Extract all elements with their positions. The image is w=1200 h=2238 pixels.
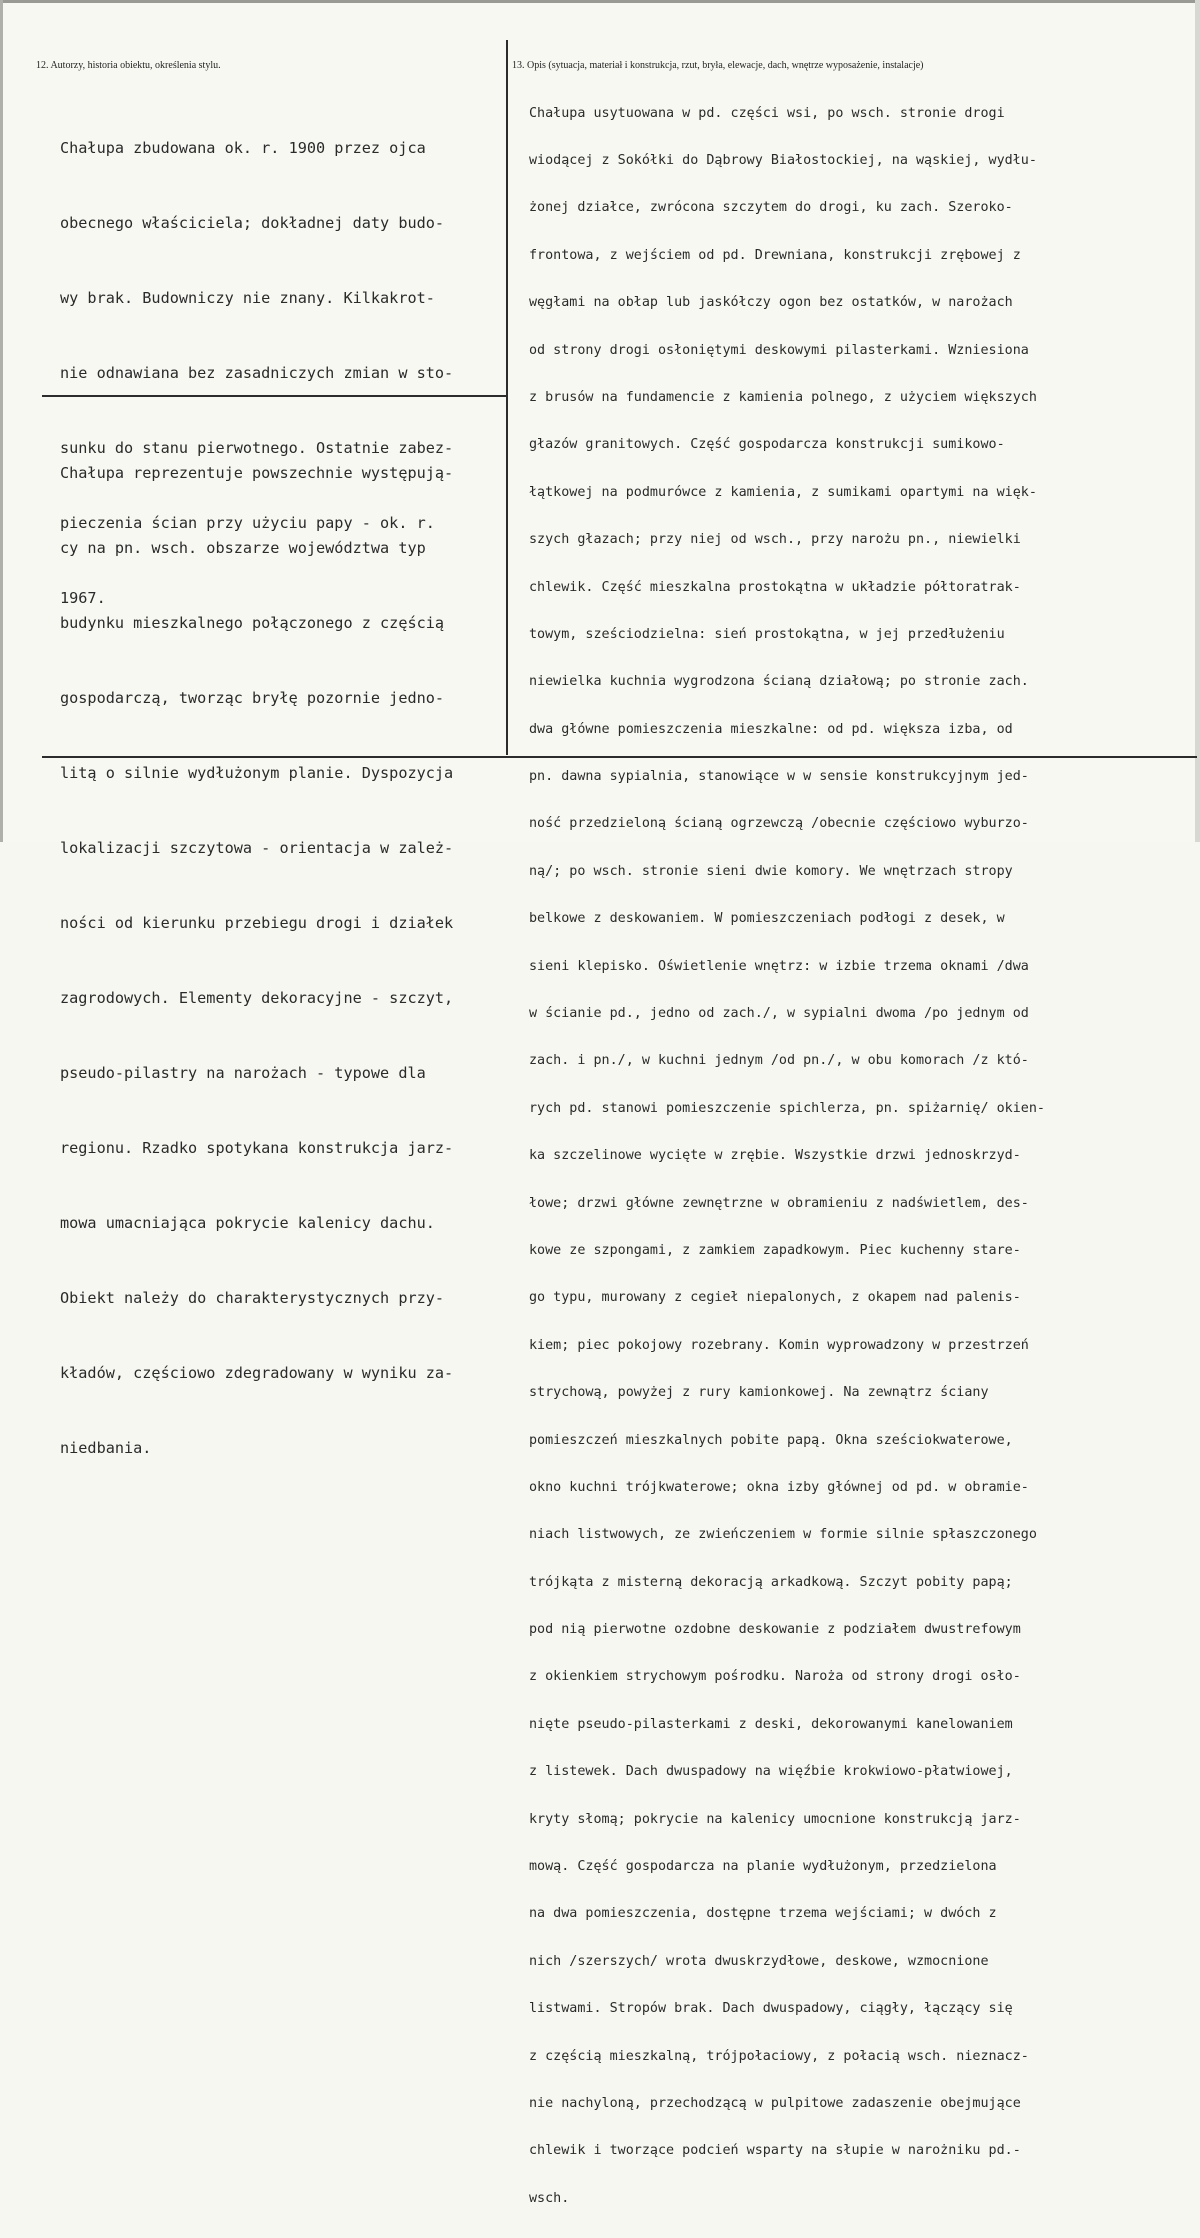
text-line: sieni klepisko. Oświetlenie wnętrz: w izbie trzema oknami /dwa xyxy=(529,958,1029,974)
text-line: łowe; drzwi główne zewnętrzne w obramieniu z nadświetlem, des- xyxy=(529,1195,1029,1211)
card-top-border xyxy=(0,0,1200,3)
text-line: kiem; piec pokojowy rozebrany. Komin wyprowadzony w przestrzeń xyxy=(529,1337,1029,1353)
text-line: trójkąta z misterną dekoracją arkadkową. Szczyt pobity papą; xyxy=(529,1574,1013,1590)
text-line: dwa główne pomieszczenia mieszkalne: od pd. większa izba, od xyxy=(529,721,1013,737)
text-line: z okienkiem strychowym pośrodku. Naroża od strony drogi osło- xyxy=(529,1669,1021,1685)
text-line: listwami. Stropów brak. Dach dwuspadowy, ciągły, łączący się xyxy=(529,2001,1013,2017)
text-line: wsch. xyxy=(529,2190,570,2206)
text-line: obecnego właściciela; dokładnej daty budo- xyxy=(60,214,445,232)
text-line: żonej działce, zwrócona szczytem do drogi, ku zach. Szeroko- xyxy=(529,200,1013,216)
text-line: nie odnawiana bez zasadniczych zmian w sto- xyxy=(60,364,454,382)
text-line: chlewik. Część mieszkalna prostokątna w układzie półtoratrak- xyxy=(529,579,1021,595)
text-line: pomieszczeń mieszkalnych pobite papą. Okna sześciokwaterowe, xyxy=(529,1432,1013,1448)
description-text xyxy=(529,74,1045,2238)
text-line: mowa umacniająca pokrycie kalenicy dachu. xyxy=(60,1214,435,1232)
section-13-label: 13. Opis (sytuacja, materiał i konstrukcja, rzut, bryła, elewacje, dach, wnętrze wyposażenie, instalacje) xyxy=(512,60,924,71)
text-line: z listewek. Dach dwuspadowy na więźbie krokwiowo-płatwiowej, xyxy=(529,1764,1013,1780)
text-line: Obiekt należy do charakterystycznych przy- xyxy=(60,1289,445,1307)
text-line: niedbania. xyxy=(60,1439,152,1457)
text-line: węgłami na obłap lub jaskółczy ogon bez ostatków, w narożach xyxy=(529,295,1013,311)
text-line: go typu, murowany z cegieł niepalonych, z okapem nad palenis- xyxy=(529,1290,1021,1306)
text-line: kładów, częściowo zdegradowany w wyniku za- xyxy=(60,1364,454,1382)
text-line: lokalizacji szczytowa - orientacja w zależ- xyxy=(60,839,454,857)
text-line: Chałupa zbudowana ok. r. 1900 przez ojca xyxy=(60,139,426,157)
text-line: mową. Część gospodarcza na planie wydłużonym, przedzielona xyxy=(529,1859,997,1875)
card-right-edge xyxy=(1195,0,1200,842)
text-line: pn. dawna sypialnia, stanowiące w w sensie konstrukcyjnym jed- xyxy=(529,769,1029,785)
text-line: wy brak. Budowniczy nie znany. Kilkakrot- xyxy=(60,289,435,307)
text-line: niach listwowych, ze zwieńczeniem w formie silnie spłaszczonego xyxy=(529,1527,1037,1543)
text-line: 1967. xyxy=(60,589,106,607)
text-line: litą o silnie wydłużonym planie. Dyspozycja xyxy=(60,764,454,782)
text-line: nie nachyloną, przechodzącą w pulpitowe zadaszenie obejmujące xyxy=(529,2096,1021,2111)
text-line: zach. i pn./, w kuchni jednym /od pn./, w obu komorach /z któ- xyxy=(529,1053,1029,1069)
text-line: kryty słomą; pokrycie na kalenicy umocnione konstrukcją jarz- xyxy=(529,1811,1021,1827)
text-line: nich /szerszych/ wrota dwuskrzydłowe, deskowe, wzmocnione xyxy=(529,1953,989,1969)
text-line: z brusów na fundamencie z kamienia polnego, z użyciem większych xyxy=(529,389,1037,405)
text-line: w ścianie pd., jedno od zach./, w sypialni dwoma /po jednym od xyxy=(529,1006,1029,1022)
text-line: budynku mieszkalnego połączonego z częścią xyxy=(60,614,445,632)
text-line: kowe ze szpongami, z zamkiem zapadkowym. Piec kuchenny stare- xyxy=(529,1242,1021,1258)
text-line: okno kuchni trójkwaterowe; okna izby głównej od pd. w obramie- xyxy=(529,1479,1029,1495)
text-line: pod nią pierwotne ozdobne deskowanie z podziałem dwustrefowym xyxy=(529,1622,1021,1638)
text-line: ności od kierunku przebiegu drogi i działek xyxy=(60,914,454,932)
text-line: z częścią mieszkalną, trójpołaciowy, z połacią wsch. nieznacz- xyxy=(529,2048,1029,2064)
text-line: pseudo-pilastry na narożach - typowe dla xyxy=(60,1064,426,1082)
text-line: regionu. Rzadko spotykana konstrukcja jarz- xyxy=(60,1139,454,1157)
text-line: niewielka kuchnia wygrodzona ścianą działową; po stronie zach. xyxy=(529,674,1029,690)
text-line: rych pd. stanowi pomieszczenie spichlerza, pn. spiżarnię/ okien- xyxy=(529,1100,1045,1116)
text-line: nięte pseudo-pilasterkami z deski, dekorowanymi kanelowaniem xyxy=(529,1716,1013,1732)
text-line: strychową, powyżej z rury kamionkowej. Na zewnątrz ściany xyxy=(529,1385,989,1401)
column-divider xyxy=(506,40,508,755)
text-line: głazów granitowych. Część gospodarcza konstrukcji sumikowo- xyxy=(529,437,1005,453)
section-12-label: 12. Autorzy, historia obiektu, określenia stylu. xyxy=(36,60,221,71)
text-line: szych głazach; przy niej od wsch., przy narożu pn., niewielki xyxy=(529,532,1021,548)
text-line: Chałupa usytuowana w pd. części wsi, po wsch. stronie drogi xyxy=(529,105,1005,121)
text-line: belkowe z deskowaniem. W pomieszczeniach podłogi z desek, w xyxy=(529,911,1005,927)
text-line: ną/; po wsch. stronie sieni dwie komory. We wnętrzach stropy xyxy=(529,863,1013,879)
style-assessment-text xyxy=(60,411,453,1511)
text-line: na dwa pomieszczenia, dostępne trzema wejściami; w dwóch z xyxy=(529,1906,997,1922)
text-line: chlewik i tworzące podcień wsparty na słupie w narożniku pd.- xyxy=(529,2143,1021,2159)
text-line: wiodącej z Sokółki do Dąbrowy Białostockiej, na wąskiej, wydłu- xyxy=(529,152,1037,168)
text-line: towym, sześciodzielna: sień prostokątna, w jej przedłużeniu xyxy=(529,626,1005,642)
text-line: zagrodowych. Elementy dekoracyjne - szczyt, xyxy=(60,989,454,1007)
text-line: frontowa, z wejściem od pd. Drewniana, konstrukcji zrębowej z xyxy=(529,247,1021,263)
text-line: ka szczelinowe wycięte w zrębie. Wszystkie drzwi jednoskrzyd- xyxy=(529,1148,1021,1164)
text-line: od strony drogi osłoniętymi deskowymi pilasterkami. Wzniesiona xyxy=(529,342,1029,358)
text-line: ność przedzieloną ścianą ogrzewczą /obecnie częściowo wyburzo- xyxy=(529,816,1029,832)
text-line: sunku do stanu pierwotnego. Ostatnie zabez- xyxy=(60,439,454,457)
text-line: gospodarczą, tworząc bryłę pozornie jedno- xyxy=(60,689,445,707)
text-line: cy na pn. wsch. obszarze województwa typ xyxy=(60,539,426,557)
card-left-border xyxy=(0,0,3,842)
text-line: Chałupa reprezentuje powszechnie występują- xyxy=(60,464,454,482)
text-line: pieczenia ścian przy użyciu papy - ok. r. xyxy=(60,514,435,532)
text-line: łątkowej na podmurówce z kamienia, z sumikami opartymi na więk- xyxy=(529,484,1037,500)
